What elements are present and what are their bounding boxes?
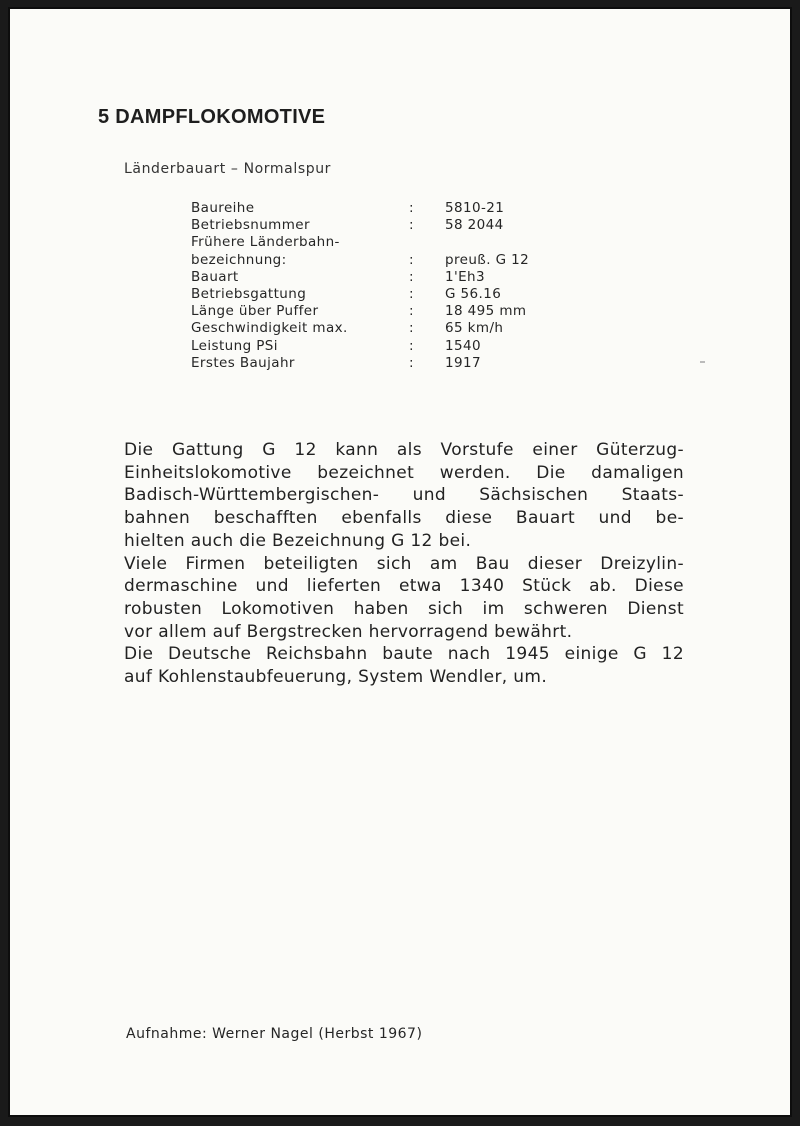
description-line: Viele Firmen beteiligten sich am Bau dieser Dreizylin- — [124, 553, 684, 574]
spec-row — [191, 320, 529, 337]
spec-separator: : — [409, 268, 414, 285]
description-line: Die Deutsche Reichsbahn baute nach 1945 einige G 12 — [124, 644, 684, 665]
spec-row — [191, 252, 529, 269]
description-line: auf Kohlenstaubfeuerung, System Wendler, um. — [124, 667, 548, 688]
spec-separator: : — [409, 354, 414, 371]
document-title: 5 DAMPFLOKOMOTIVE — [98, 106, 326, 128]
description-line: vor allem auf Bergstrecken hervorragend bewährt. — [124, 621, 573, 642]
description-line: bahnen beschafften ebenfalls diese Bauart und be- — [124, 508, 684, 529]
spec-value: 1540 — [445, 337, 481, 354]
description-line: dermaschine und lieferten etwa 1340 Stück ab. Diese — [124, 576, 684, 597]
spec-value: 65 km/h — [445, 320, 504, 337]
spec-row — [191, 355, 529, 372]
description-paragraph — [124, 439, 684, 689]
spec-label: bezeichnung: — [191, 251, 287, 268]
spec-value: 18 495 mm — [445, 303, 527, 320]
spec-value: 1917 — [445, 354, 481, 371]
description-line: hielten auch die Bezeichnung G 12 bei. — [124, 530, 472, 551]
spec-label: Länge über Puffer — [191, 303, 319, 320]
description-line: Die Gattung G 12 kann als Vorstufe einer Güterzug- — [124, 440, 684, 460]
spec-value: 1'Eh3 — [445, 268, 485, 285]
spec-label: Erstes Baujahr — [191, 354, 295, 371]
document-card — [8, 7, 792, 1117]
spec-label: Frühere Länderbahn- — [191, 234, 340, 251]
spec-label: Leistung PSi — [191, 337, 278, 354]
spec-separator: : — [409, 337, 414, 354]
spec-value: 58 2044 — [445, 217, 504, 234]
spec-separator: : — [409, 285, 414, 302]
spec-separator: : — [409, 251, 414, 268]
spec-row — [191, 286, 529, 303]
spec-separator: : — [409, 200, 414, 216]
spec-separator: : — [409, 320, 414, 337]
spec-label: Bauart — [191, 268, 239, 285]
spec-value: G 56.16 — [445, 285, 502, 302]
spec-row — [191, 303, 529, 320]
photo-credit: Aufnahme: Werner Nagel (Herbst 1967) — [126, 1026, 423, 1042]
spec-separator: : — [409, 217, 414, 234]
spec-value: preuß. G 12 — [445, 251, 530, 268]
document-subtitle: Länderbauart – Normalspur — [124, 161, 332, 177]
spec-label: Baureihe — [191, 200, 255, 216]
description-line: Badisch-Württembergischen- und Sächsischen Staats- — [124, 485, 684, 506]
spec-label: Betriebsgattung — [191, 285, 307, 302]
description-line: robusten Lokomotiven haben sich im schweren Dienst — [124, 598, 684, 619]
spec-table — [191, 200, 529, 372]
spec-label: Geschwindigkeit max. — [191, 320, 348, 337]
spec-separator: : — [409, 303, 414, 320]
spec-separator — [409, 234, 445, 251]
spec-row — [191, 338, 529, 355]
spec-row — [191, 269, 529, 286]
paper-speck — [700, 361, 705, 363]
spec-row — [191, 234, 529, 251]
spec-row — [191, 217, 529, 234]
spec-label: Betriebsnummer — [191, 217, 310, 234]
spec-value: 5810-21 — [445, 200, 505, 216]
spec-row — [191, 200, 529, 217]
description-line: Einheitslokomotive bezeichnet werden. Die damaligen — [124, 462, 684, 483]
